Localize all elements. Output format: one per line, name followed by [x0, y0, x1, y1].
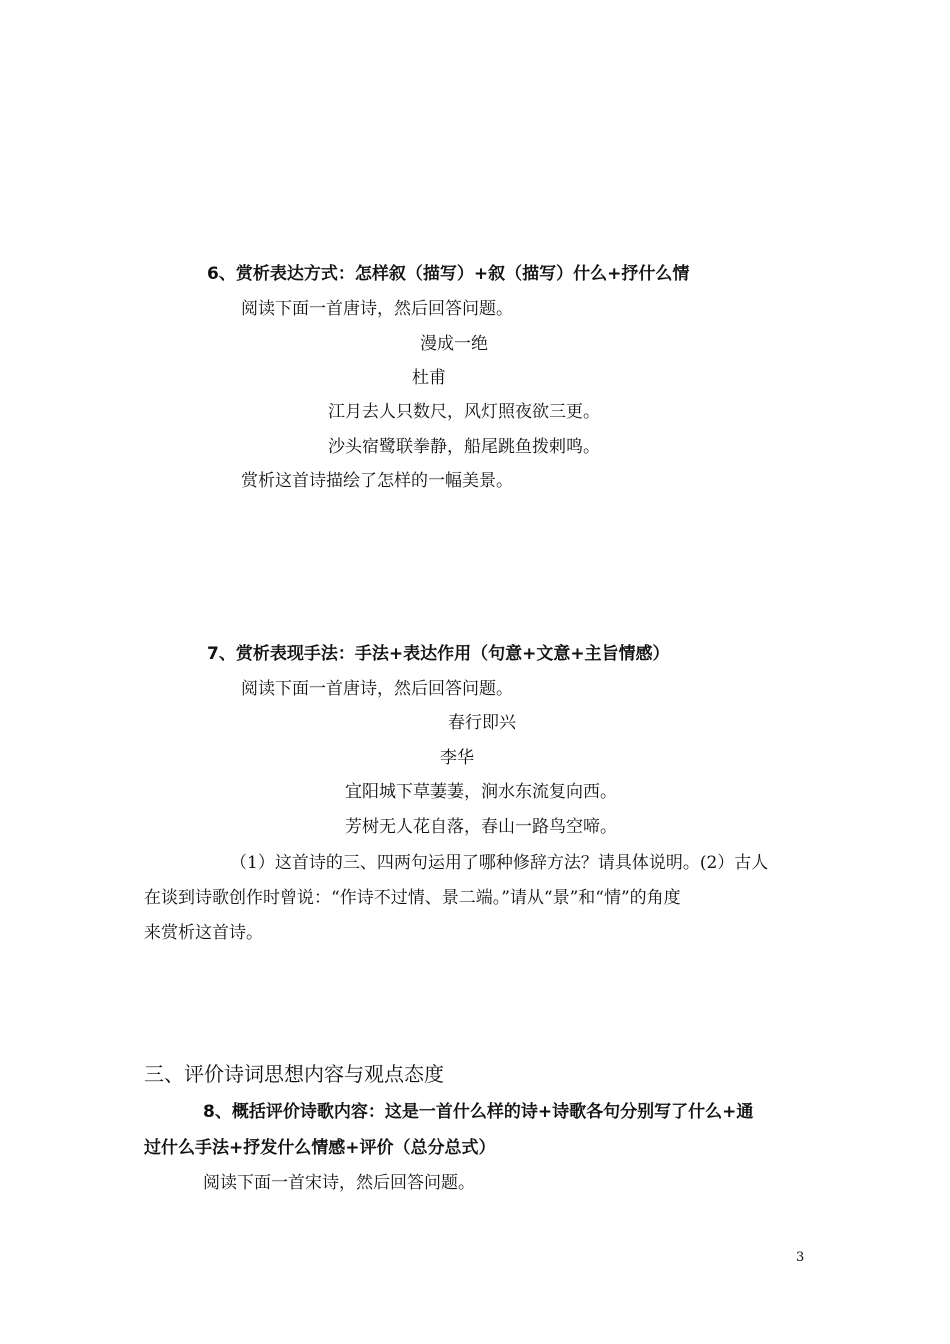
section-8-instruction: 阅读下面一首宋诗，然后回答问题。: [203, 1173, 475, 1193]
section-8-title-line: 8、概括评价诗歌内容：这是一首什么样的诗+诗歌各句分别写了什么+通: [203, 1102, 754, 1122]
poem-line: 沙头宿鹭联拳静，船尾跳鱼拨剌鸣。: [328, 437, 600, 457]
poem-title: 漫成一绝: [420, 334, 488, 354]
section-6-question: 赏析这首诗描绘了怎样的一幅美景。: [241, 471, 513, 491]
section-8-title-line: 过什么手法+抒发什么情感+评价（总分总式）: [144, 1138, 496, 1158]
section-7-instruction: 阅读下面一首唐诗，然后回答问题。: [241, 679, 513, 699]
poem-author: 李华: [440, 748, 474, 768]
section-7-title: 7、赏析表现手法：手法+表达作用（句意+文意+主旨情感）: [207, 644, 670, 664]
page-number: 3: [796, 1250, 805, 1265]
poem-line: 江月去人只数尺，风灯照夜欲三更。: [328, 402, 600, 422]
part-3-heading: 三、评价诗词思想内容与观点态度: [144, 1062, 444, 1086]
section-7-question-line: 来赏析这首诗。: [144, 923, 263, 943]
section-6-title: 6、赏析表达方式：怎样叙（描写）+叙（描写）什么+抒什么情: [207, 264, 690, 284]
section-7-question-line: （1）这首诗的三、四两句运用了哪种修辞方法？请具体说明。(2）古人: [230, 853, 769, 873]
poem-author: 杜甫: [412, 368, 446, 388]
poem-title: 春行即兴: [448, 713, 516, 733]
section-7-question-line: 在谈到诗歌创作时曾说：“作诗不过情、景二端。”请从“景”和“情”的角度: [144, 888, 681, 908]
section-6-instruction: 阅读下面一首唐诗，然后回答问题。: [241, 299, 513, 319]
poem-line: 宜阳城下草萋萋，涧水东流复向西。: [345, 782, 617, 802]
poem-line: 芳树无人花自落，春山一路鸟空啼。: [345, 817, 617, 837]
